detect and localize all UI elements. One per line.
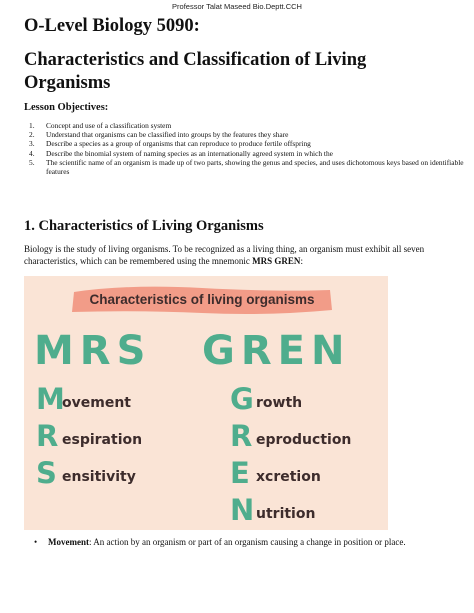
characteristic-word: xcretion (256, 469, 321, 485)
characteristic-row (230, 452, 351, 489)
initial-letter: R (36, 419, 59, 453)
characteristic-word: eproduction (256, 432, 352, 448)
intro-text: Biology is the study of living organisms. To be recognized as a living thing, an organism must exhibit all seven characteristics, which can be remembered using the mnemonic (24, 244, 425, 266)
characteristic-row (36, 415, 142, 452)
initial-letter: R (230, 419, 253, 453)
characteristic-row (230, 415, 351, 452)
page-title: O-Level Biology 5090: (24, 16, 200, 36)
objectives-heading: Lesson Objectives: (24, 102, 109, 113)
left-column (36, 378, 142, 489)
mrs-gren-banner (24, 276, 388, 530)
list-item (24, 149, 464, 158)
list-item (24, 139, 464, 148)
list-item (24, 130, 464, 139)
page-subtitle: Characteristics and Classification of Living Organisms (24, 50, 367, 93)
list-text: The scientific name of an organism is made up of two parts, showing the genus and species, and uses dichotomous keys based on identifiable features (46, 157, 464, 177)
characteristic-row (36, 378, 142, 415)
characteristic-row (230, 378, 351, 415)
list-number: 2. (29, 130, 35, 140)
section-heading: 1. Characteristics of Living Organisms (24, 218, 264, 234)
list-number: 3. (29, 139, 35, 149)
list-number: 1. (29, 121, 35, 130)
list-item (24, 121, 464, 130)
list-item (24, 158, 464, 176)
bullet-text (48, 536, 406, 548)
characteristic-word: utrition (256, 506, 316, 522)
initial-letter: G (230, 382, 254, 416)
characteristic-word: ensitivity (62, 469, 136, 485)
banner-title-brush (68, 282, 336, 318)
characteristic-word: espiration (62, 432, 143, 448)
mnemonic-left: MRS (34, 328, 152, 374)
characteristic-row (230, 489, 351, 526)
objectives-list (24, 121, 464, 176)
list-number: 5. (29, 157, 35, 167)
list-text: Understand that organisms can be classified into groups by the features they share (46, 130, 289, 140)
list-text: Concept and use of a classification system (46, 121, 172, 130)
bullet-term: Movement (48, 537, 89, 547)
definition-bullet (34, 536, 454, 548)
banner-title: Characteristics of living organisms (89, 292, 315, 307)
characteristic-row (36, 452, 142, 489)
header-note: Professor Talat Maseed Bio.Deptt.CCH (172, 2, 302, 11)
bullet-dot: • (34, 537, 38, 547)
list-number: 4. (29, 148, 35, 158)
initial-letter: S (36, 456, 57, 490)
bullet-definition: : An action by an organism or part of an organism causing a change in position or place. (88, 537, 406, 547)
list-text: Describe the binomial system of naming species as an internationally agreed system in which the (46, 148, 333, 158)
characteristic-word: rowth (256, 395, 303, 411)
right-column (230, 378, 351, 526)
initial-letter: E (230, 456, 250, 490)
intro-end: : (300, 256, 303, 266)
initial-letter: M (36, 382, 65, 416)
mnemonic-right: GREN (202, 328, 351, 374)
mnemonic-text: MRS GREN (252, 256, 301, 266)
initial-letter: N (230, 493, 255, 527)
list-text: Describe a species as a group of organisms that can reproduce to produce fertile offspring (46, 139, 311, 149)
characteristic-word: ovement (62, 395, 131, 411)
section-intro (24, 243, 464, 267)
